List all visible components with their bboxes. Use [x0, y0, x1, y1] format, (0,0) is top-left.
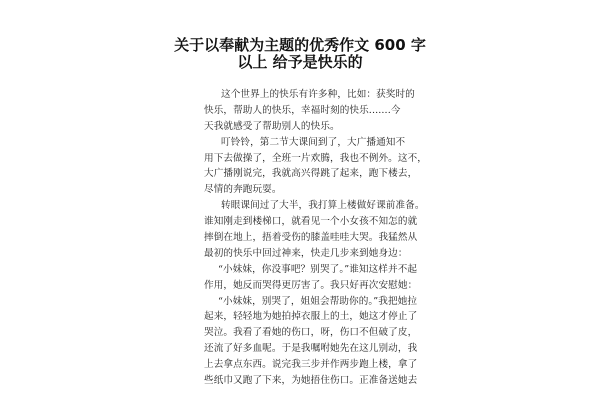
body-line: 这个世界上的快乐有许多种，比如：获奖时的 — [221, 89, 415, 100]
body-line: 快乐，帮助人的快乐，幸福时刻的快乐.......今 — [204, 104, 401, 116]
body-line: 叮铃铃，第二节大课间到了，大广播通知不 — [221, 136, 406, 148]
body-line: “小妹妹，你没事吧？别哭了。”谁知这样并不起 — [218, 263, 418, 275]
body-line: “小妹妹，别哭了，姐姐会帮助你的。”我把她拉 — [218, 295, 418, 307]
essay-body — [204, 87, 427, 389]
body-line: 尽情的奔跑玩耍。 — [204, 184, 282, 196]
body-line: 天我就感受了帮助别人的快乐。 — [204, 120, 340, 132]
body-line: 作用，她反而哭得更厉害了。我只好再次安慰她： — [204, 279, 418, 291]
body-line: 最初的快乐中回过神来，快走几步来到她身边： — [204, 247, 408, 259]
body-line: 哭泣。我看了看她的伤口，呀，伤口不但破了皮， — [204, 327, 418, 339]
body-line: 用下去做操了，全班一片欢腾，我也不例外。这不， — [204, 152, 427, 164]
body-line: 起来，轻轻地为她拍掉衣服上的土，她这才停止了 — [204, 311, 418, 323]
body-line: 转眼课间过了大半，我打算上楼做好课前准备。 — [221, 200, 425, 212]
title-line-2: 以上 给予是快乐的 — [237, 53, 363, 71]
body-line: 大广播刚说完，我就高兴得跳了起来，跑下楼去， — [204, 168, 418, 180]
body-line: 些纸巾又跑了下来，为她捂住伤口。正准备送她去 — [204, 375, 418, 387]
body-line: 摔倒在地上，捂着受伤的膝盖哇哇大哭。我猛然从 — [204, 232, 418, 244]
title-line-1: 关于以奉献为主题的优秀作文 600 字 — [174, 36, 426, 54]
essay-title — [0, 37, 600, 71]
body-line: 谁知刚走到楼梯口，就看见一个小女孩不知怎的就 — [204, 216, 418, 228]
body-line: 上去拿点东西。说完我三步并作两步跑上楼，拿了 — [204, 359, 418, 371]
body-line: 还流了好多血呢。于是我嘱咐她先在这儿别动，我 — [204, 343, 418, 355]
